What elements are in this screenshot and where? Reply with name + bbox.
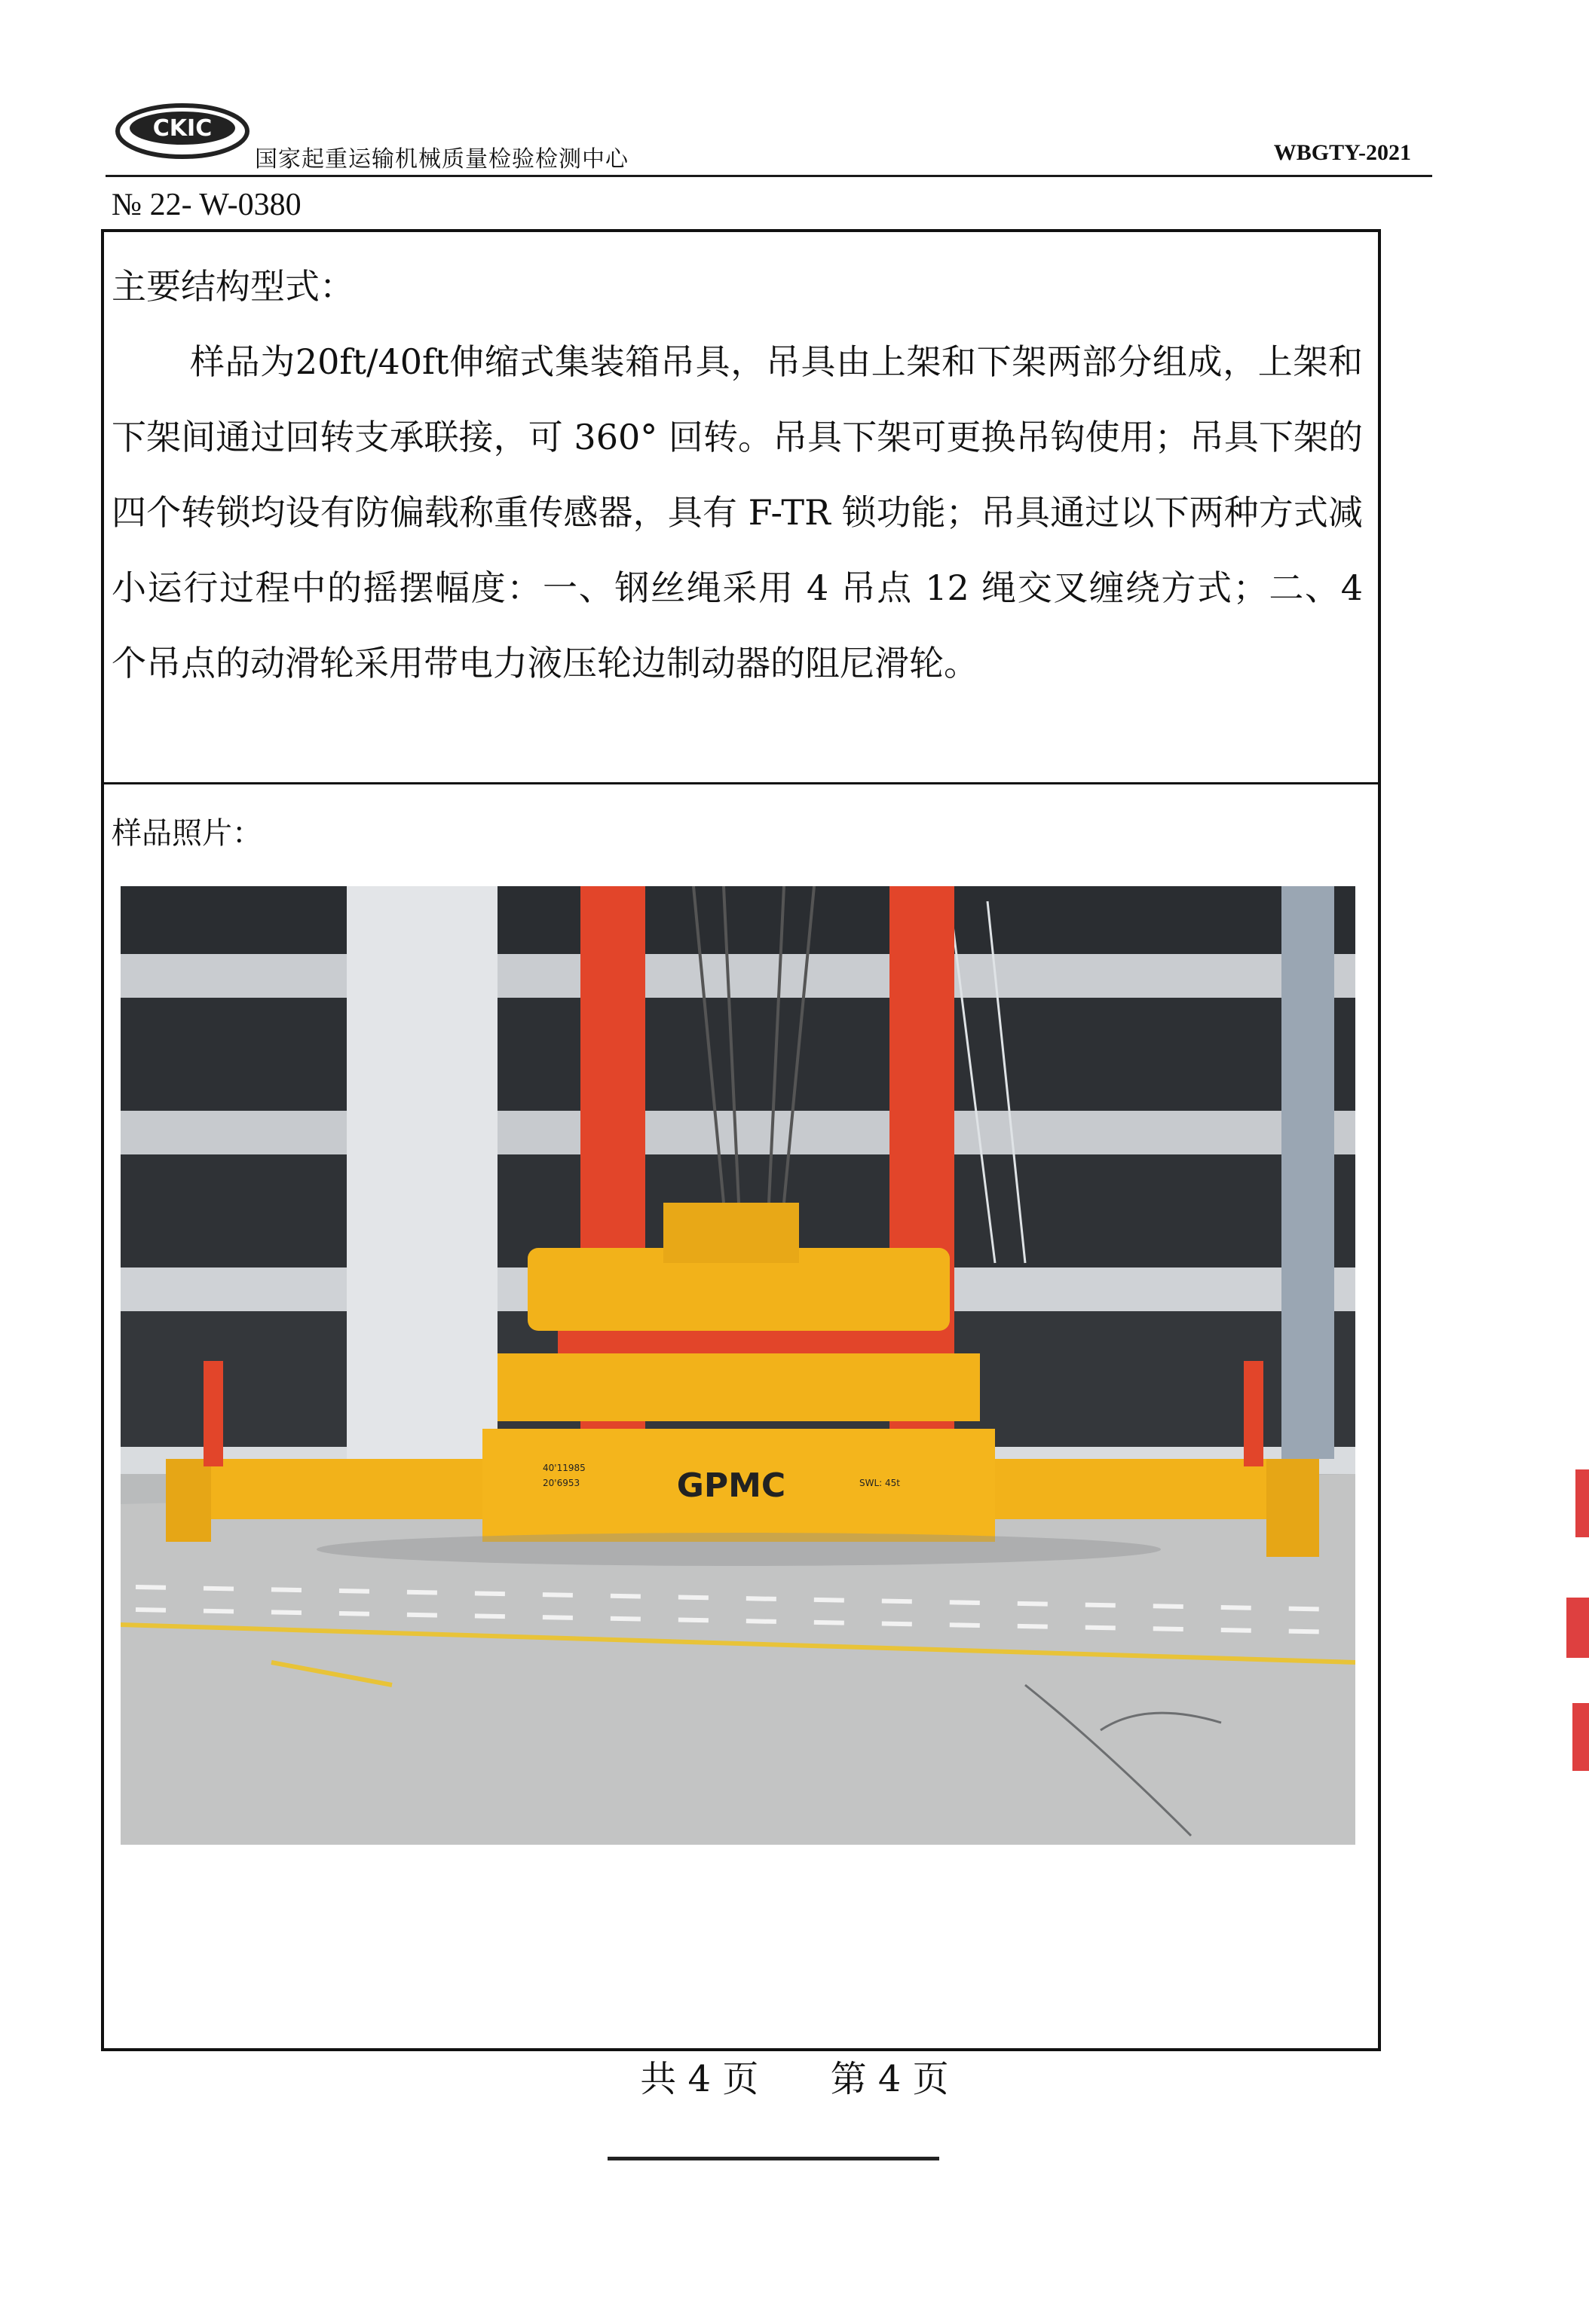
page-info — [0, 2050, 1589, 2102]
header-rule — [106, 175, 1432, 177]
structure-heading: 主要结构型式： — [112, 266, 354, 307]
spreader-label-20ft: 20'6953 — [543, 1478, 580, 1488]
document-code: WBGTY-2021 — [1273, 140, 1411, 165]
report-number: № 22- W-0380 — [112, 188, 302, 222]
seal-fragment — [1575, 1469, 1589, 1537]
section-divider — [101, 782, 1381, 784]
footer-rule — [608, 2157, 939, 2160]
organization-name: 国家起重运输机械质量检验检测中心 — [255, 146, 629, 173]
current-page: 第 4 页 — [830, 2058, 949, 2100]
total-pages: 共 4 页 — [640, 2058, 759, 2100]
spreader-label-40ft: 40'11985 — [543, 1463, 586, 1473]
spreader-label: GPMC — [676, 1466, 786, 1505]
photo-heading: 样品照片： — [112, 816, 262, 851]
seal-fragment — [1572, 1703, 1589, 1771]
ckic-logo — [115, 102, 250, 160]
spreader-label-swl: SWL: 45t — [859, 1478, 900, 1488]
structure-description: 样品为20ft/40ft伸缩式集装箱吊具，吊具由上架和下架两部分组成，上架和下架间通过回转支承联接，可 360° 回转。吊具下架可更换吊钩使用；吊具下架的四个转锁均设有防偏载称重传感器，具有 F-TR 锁功能；吊具通过以下两种方式减小运行过程中的摇摆幅度：一、钢丝绳采用 4 吊点 12 绳交叉缠绕方式；二、4 个吊点的动滑轮采用带电力液压轮边制动器的阻尼滑轮。 — [112, 341, 1363, 683]
logo-text: CKIC — [152, 115, 213, 142]
seal-fragment — [1566, 1598, 1589, 1658]
sample-photo — [121, 886, 1355, 1845]
